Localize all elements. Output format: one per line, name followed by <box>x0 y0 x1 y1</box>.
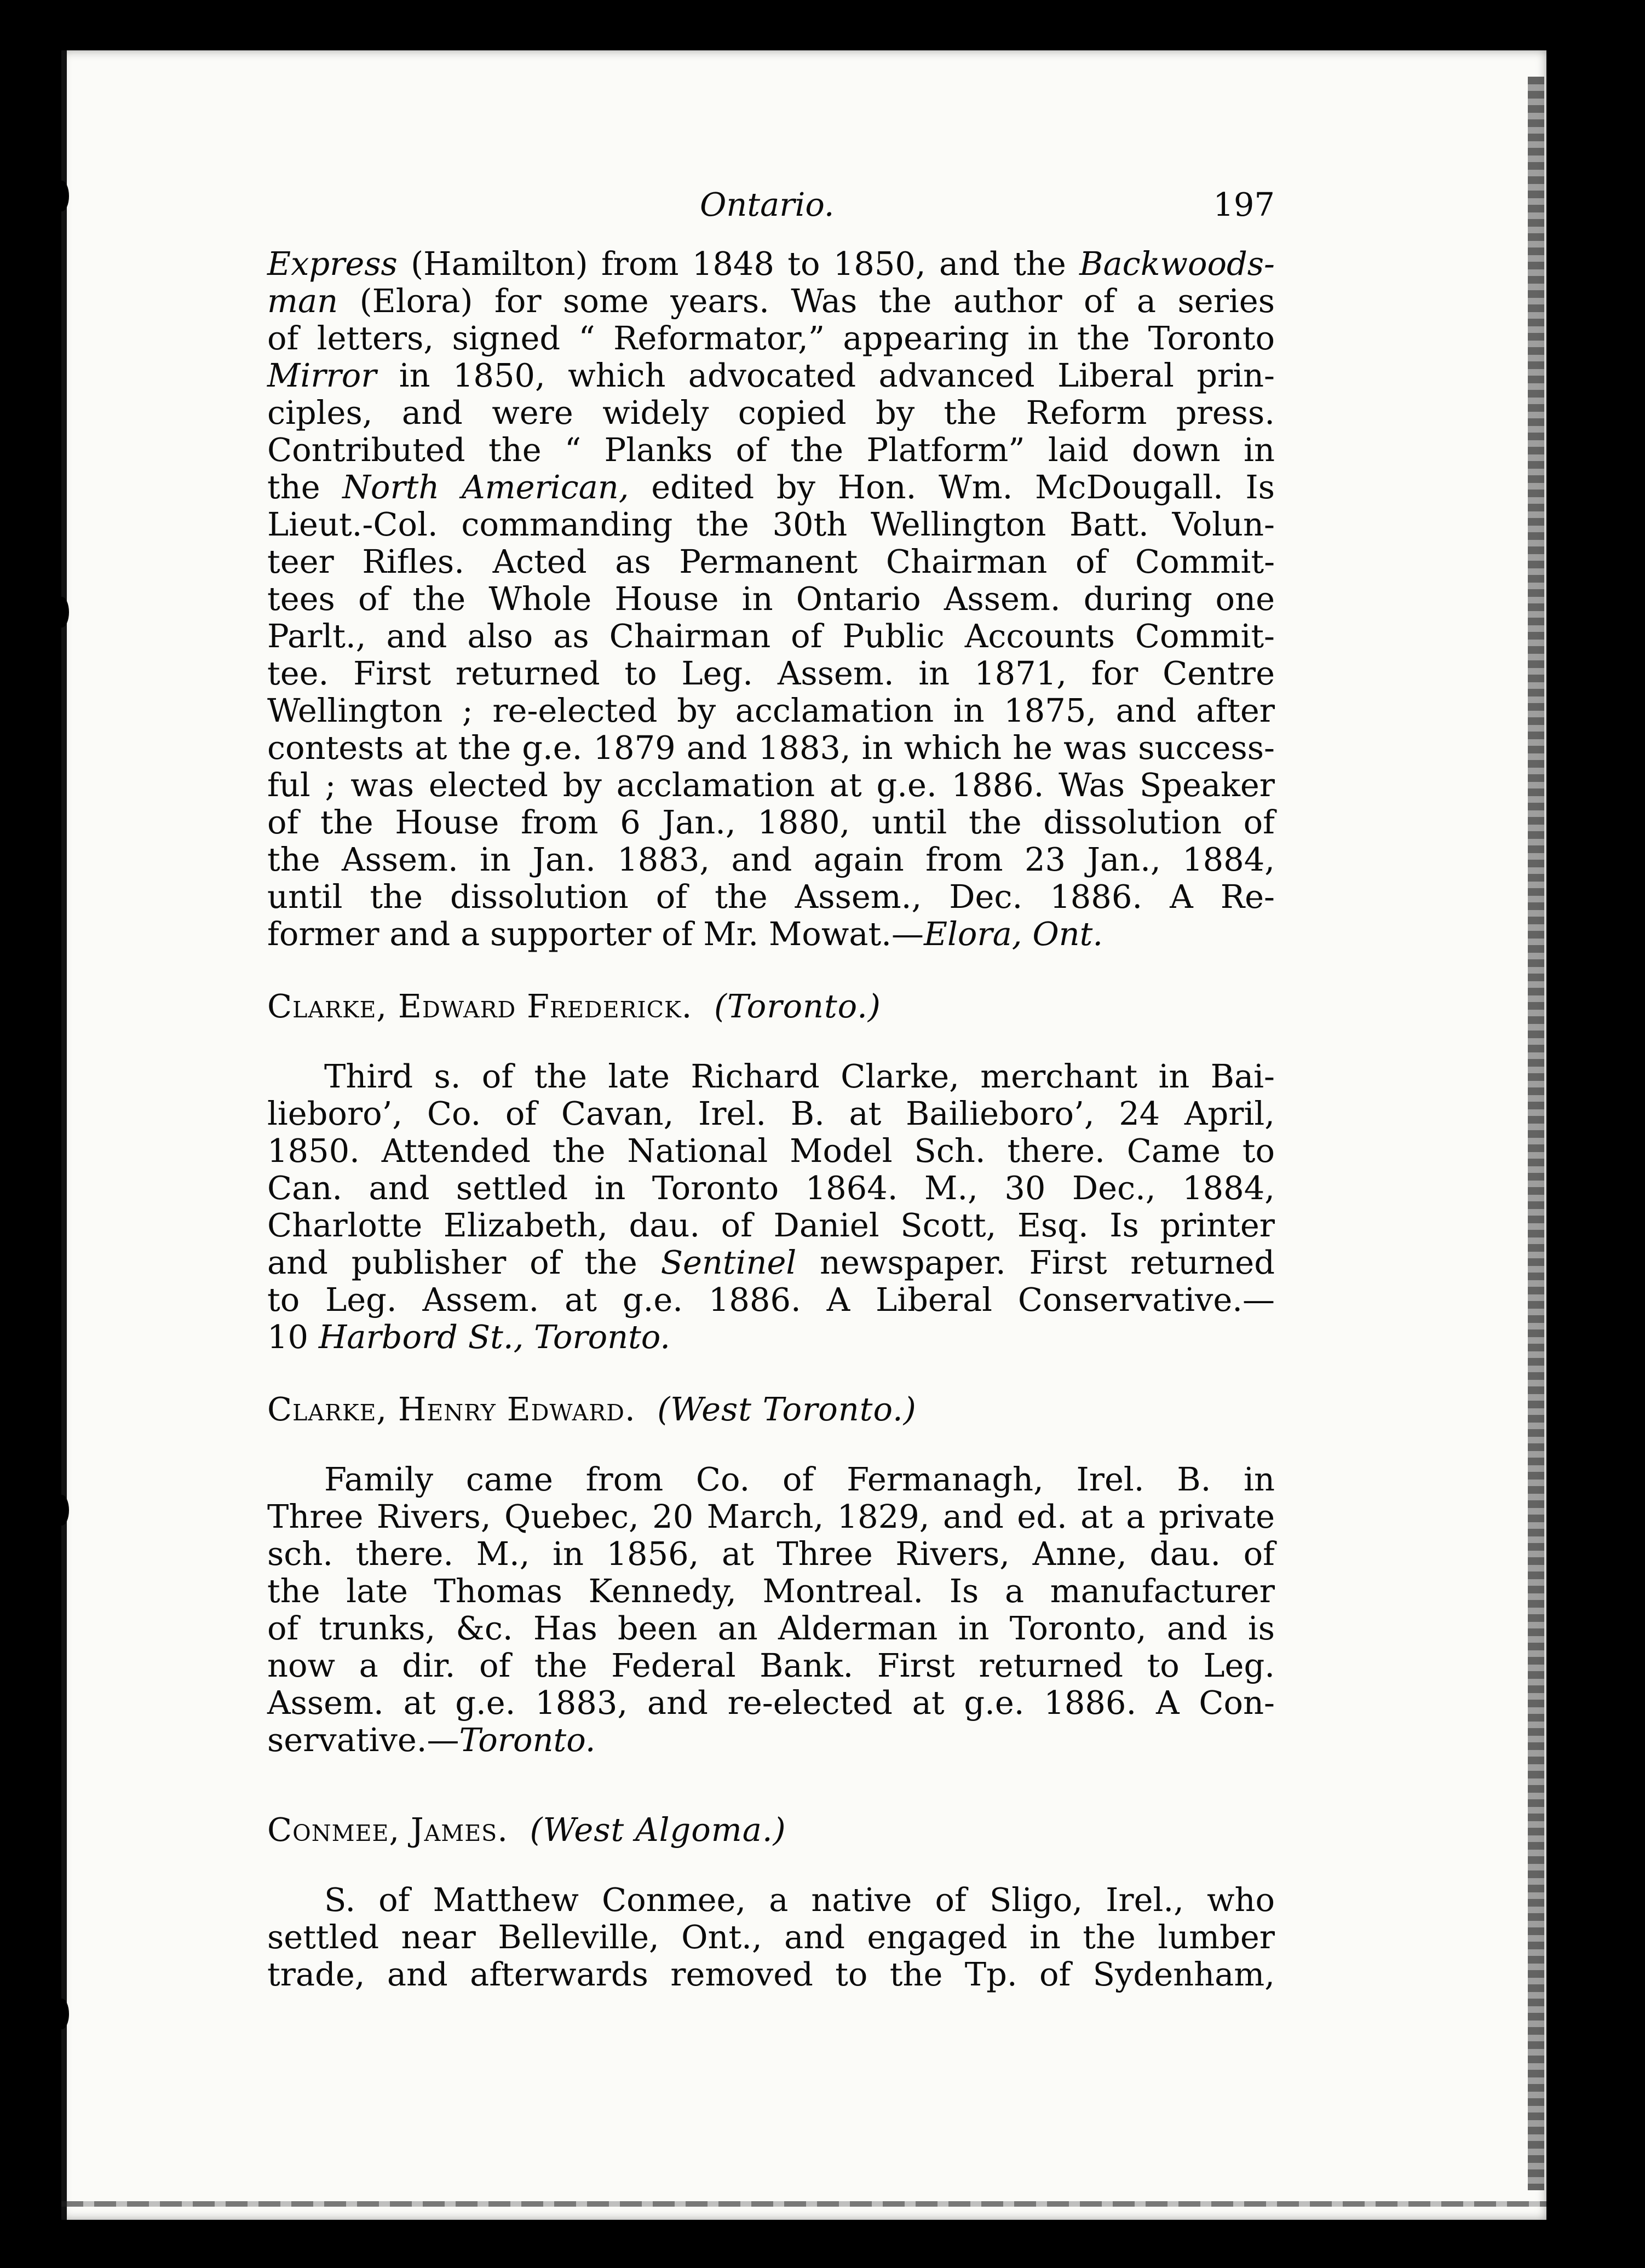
entry-heading <box>267 1391 1275 1428</box>
text-line: 10 Harbord St., Toronto. <box>267 1318 671 1356</box>
text-line: Three Rivers, Quebec, 20 March, 1829, and ed. at a private <box>267 1498 1275 1535</box>
binding-mark <box>55 1999 69 2029</box>
text-line: Contributed the “ Planks of the Platform” laid down in <box>267 431 1275 469</box>
text-line: trade, and afterwards removed to the Tp. of Sydenham, <box>267 1955 1275 1993</box>
entry-heading <box>267 1811 1275 1849</box>
entry-name: Clarke, Edward Frederick. <box>267 987 693 1025</box>
text-line: 1850. Attended the National Model Sch. there. Came to <box>267 1132 1275 1170</box>
text-line: Express (Hamilton) from 1848 to 1850, and the Backwoods- <box>267 245 1275 283</box>
text-line: settled near Belleville, Ont., and engaged in the lumber <box>267 1918 1275 1956</box>
binding-edge <box>61 50 67 2220</box>
text-line: S. of Matthew Conmee, a native of Sligo, Irel., who <box>324 1881 1275 1919</box>
page-bottom-edge <box>61 2201 1546 2207</box>
text-line: the late Thomas Kennedy, Montreal. Is a manufacturer <box>267 1572 1275 1610</box>
entry-constituency: (West Toronto.) <box>657 1390 917 1428</box>
text-line: now a dir. of the Federal Bank. First returned to Leg. <box>267 1647 1275 1684</box>
entry-constituency: (Toronto.) <box>714 987 881 1025</box>
text-line: the Assem. in Jan. 1883, and again from 23 Jan., 1884, <box>267 841 1275 878</box>
text-line: tees of the Whole House in Ontario Assem. during one <box>267 580 1275 618</box>
text-line: Mirror in 1850, which advocated advanced Liberal prin- <box>267 356 1275 394</box>
page-fore-edge <box>1528 77 1544 2190</box>
text-line: to Leg. Assem. at g.e. 1886. A Liberal Conservative.— <box>267 1281 1275 1319</box>
binding-mark <box>55 1495 69 1526</box>
text-line: until the dissolution of the Assem., Dec. 1886. A Re- <box>267 878 1275 916</box>
running-title: Ontario. <box>700 186 835 223</box>
text-line: sch. there. M., in 1856, at Three Rivers, Anne, dau. of <box>267 1535 1275 1573</box>
continued-entry <box>267 245 1275 953</box>
text-line: ciples, and were widely copied by the Reform press. <box>267 394 1275 431</box>
binding-mark <box>55 181 69 211</box>
text-line: the North American, edited by Hon. Wm. McDougall. Is <box>267 468 1275 506</box>
text-line: Lieut.-Col. commanding the 30th Wellington Batt. Volun- <box>267 505 1275 543</box>
text-line: Wellington ; re-elected by acclamation in 1875, and after <box>267 692 1275 729</box>
text-line: of the House from 6 Jan., 1880, until the dissolution of <box>267 803 1275 841</box>
text-line: tee. First returned to Leg. Assem. in 1871, for Centre <box>267 654 1275 692</box>
text-line: Charlotte Elizabeth, dau. of Daniel Scott, Esq. Is printer <box>267 1206 1275 1244</box>
page-number: 197 <box>1213 186 1275 223</box>
text-line: former and a supporter of Mr. Mowat.—Elora, Ont. <box>267 915 1103 953</box>
text-line: ful ; was elected by acclamation at g.e. 1886. Was Speaker <box>267 766 1275 804</box>
text-line: Parlt., and also as Chairman of Public Accounts Commit- <box>267 617 1275 655</box>
text-line: lieboro’, Co. of Cavan, Irel. B. at Bailieboro’, 24 April, <box>267 1095 1275 1132</box>
page-text <box>267 186 1275 1993</box>
text-line: and publisher of the Sentinel newspaper. First returned <box>267 1244 1275 1281</box>
binding-mark <box>55 597 69 628</box>
entry-clarke-edward <box>267 988 1275 1356</box>
entry-name: Clarke, Henry Edward. <box>267 1390 636 1428</box>
text-line: of letters, signed “ Reformator,” appearing in the Toronto <box>267 319 1275 357</box>
text-line: contests at the g.e. 1879 and 1883, in which he was success- <box>267 729 1275 767</box>
text-line: man (Elora) for some years. Was the author of a series <box>267 282 1275 320</box>
entry-conmee-james <box>267 1811 1275 1993</box>
text-line: teer Rifles. Acted as Permanent Chairman of Commit- <box>267 543 1275 580</box>
text-line: Family came from Co. of Fermanagh, Irel. B. in <box>324 1460 1275 1498</box>
text-line: Third s. of the late Richard Clarke, merchant in Bai- <box>324 1057 1275 1095</box>
text-line: servative.—Toronto. <box>267 1721 596 1759</box>
entry-constituency: (West Algoma.) <box>530 1811 786 1849</box>
text-line: of trunks, &c. Has been an Alderman in Toronto, and is <box>267 1609 1275 1647</box>
entry-clarke-henry <box>267 1391 1275 1759</box>
running-head <box>267 186 1275 230</box>
entry-heading <box>267 988 1275 1025</box>
text-line: Can. and settled in Toronto 1864. M., 30 Dec., 1884, <box>267 1169 1275 1207</box>
entry-name: Conmee, James. <box>267 1811 508 1849</box>
text-line: Assem. at g.e. 1883, and re-elected at g.e. 1886. A Con- <box>267 1684 1275 1722</box>
